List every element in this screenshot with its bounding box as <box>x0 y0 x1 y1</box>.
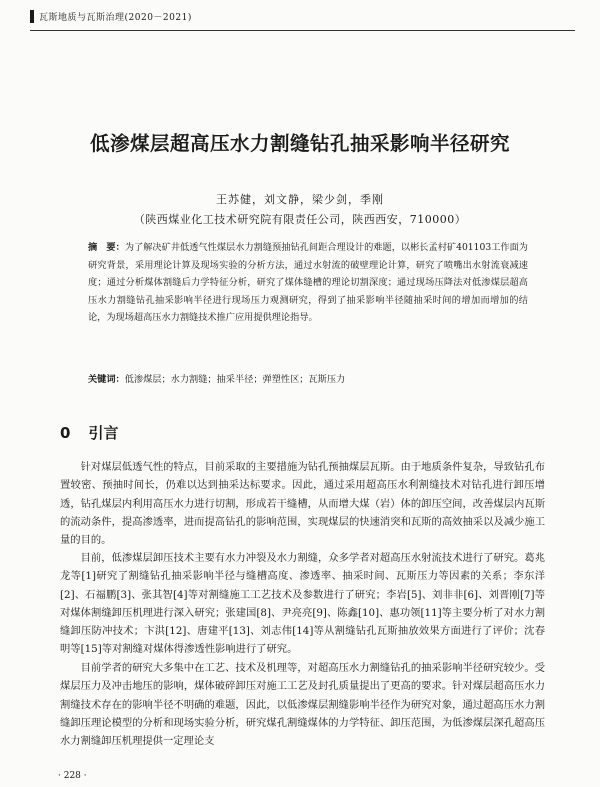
section-number: 0 <box>60 424 71 442</box>
paragraph-text: 目前学者的研究大多集中在工艺、技术及机理等，对超高压水力割缝钻孔的抽采影响半径研究较少。受煤层压力及冲击地压的影响，煤体破碎卸压对施工工艺及封孔质量提出了更高的要求。针对煤层超高压水力割缝技术存在的影响半径不明确的难题，因此，以低渗煤层割缝影响半径作为研究对象，通过超高压水力割缝卸压理论模型的分析和现场实验分析，研究煤孔割缝煤体的力学特征、卸压范围，为低渗煤层深孔超高压水力割缝卸压机理提供一定理论支 <box>60 662 545 748</box>
paper-title: 低渗煤层超高压水力割缝钻孔抽采影响半径研究 <box>89 132 510 155</box>
abstract <box>88 239 528 327</box>
running-header <box>30 10 575 23</box>
paper-affiliation: （陕西煤业化工技术研究院有限责任公司，陕西西安，710000） <box>133 213 467 226</box>
keywords-label: 关键词： <box>88 374 125 385</box>
page-number: · 228 · <box>58 771 87 781</box>
abstract-text: 为了解决矿井低透气性煤层水力割缝预抽钻孔间距合理设计的难题，以彬长孟村矿401103工作面为研究背景，采用理论计算及现场实验的分析方法，通过水射流的破壁理论计算，研究了喷嘴出水射流衰减速度；通过分析煤体割缝后力学特征分析，研究了煤体缝槽的理论切割深度；通过现场压降法对低渗煤层超高压水力割缝钻孔抽采影响半径进行现场压力观测研究，得到了抽采影响半径随抽采时间的增加而增加的结论，为现场超高压水力割缝技术推广应用提供理论指导。 <box>88 242 528 323</box>
header-rule <box>30 30 575 31</box>
running-title: 瓦斯地质与瓦斯治理(2020－2021) <box>39 13 192 23</box>
paper-authors: 王苏健，刘文静，梁少剑，季刚 <box>216 193 384 206</box>
body-paragraph-1 <box>60 458 545 549</box>
section-title: 引言 <box>88 424 119 442</box>
abstract-label: 摘 要： <box>88 242 125 253</box>
keywords-text: 低渗煤层；水力割缝；抽采半径；弹塑性区；瓦斯压力 <box>124 374 346 385</box>
paragraph-text: 目前，低渗煤层卸压技术主要有水力冲裂及水力割缝，众多学者对超高压水射流技术进行了研究。葛兆龙等[1]研究了割缝钻孔抽采影响半径与缝槽高度、渗透率、抽采时间、瓦斯压力等因素的关系；李东洋[2]、石福鹏[3]、张其智[4]等对割缝施工工艺技术及参数进行了研究；李岩[5]、刘非非[6]、刘晋刚[7]等对煤体割缝卸压机理进行深入研究；张建国[8]、尹亮亮[9]、陈鑫[10]、惠功领[11]等主要分析了对水力割缝卸压防冲技术；卞洪[12]、唐建平[13]、刘志伟[14]等从割缝钻孔瓦斯抽放效果方面进行了评价；沈春明等[15]等对割缝对煤体得渗透性影响进行了研究。 <box>60 552 545 656</box>
body-paragraph-3 <box>60 659 545 750</box>
keywords <box>88 371 528 388</box>
paragraph-text: 针对煤层低透气性的特点，目前采取的主要措施为钻孔预抽煤层瓦斯。由于地质条件复杂，导致钻孔布置较密、预抽时间长，仍难以达到抽采达标要求。因此，通过采用超高压水利割缝技术对钻孔进行卸压增透，钻孔煤层内利用高压水力进行切割，形成若干缝槽，从而增大煤（岩）体的卸压空间，改善煤层内瓦斯的流动条件，提高渗透率，进而提高钻孔的影响范围，实现煤层的快速消突和瓦斯的高效抽采以及减少施工量的目的。 <box>60 461 545 547</box>
body-paragraph-2 <box>60 549 545 659</box>
section-heading <box>60 422 118 443</box>
header-block-icon <box>30 10 34 23</box>
